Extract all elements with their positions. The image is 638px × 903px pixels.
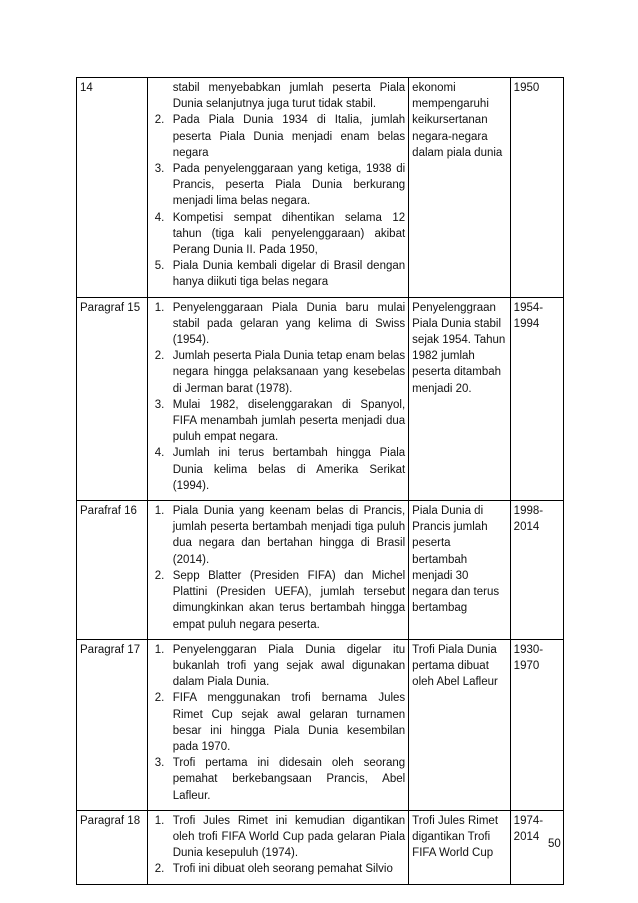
year-text: 1930-1970 — [513, 643, 544, 672]
summary-cell — [409, 639, 511, 810]
content-cell — [147, 639, 408, 810]
year-cell — [510, 501, 563, 640]
paragraph-label-cell — [77, 297, 148, 500]
summary-cell — [409, 501, 511, 640]
page-number: 50 — [548, 838, 561, 850]
summary-cell — [409, 810, 511, 884]
summary-text: Piala Dunia di Prancis jumlah peserta bertambah menjadi 30 negara dan terus bertambag — [412, 505, 500, 615]
paragraph-label: Paragraf 17 — [80, 643, 141, 656]
summary-text: Trofi Piala Dunia pertama dibuat oleh Abel Lafleur — [412, 643, 498, 689]
content-cell — [147, 297, 408, 500]
table-row — [77, 501, 564, 640]
summary-cell — [409, 78, 511, 298]
list-item: 3. Pada penyelenggaraan yang ketiga, 1938 di Prancis, peserta Piala Dunia berkurang menjadi lima belas negara. — [154, 163, 406, 208]
list-item: 4. Jumlah ini terus bertambah hingga Piala Dunia kelima belas di Amerika Serikat (1994). — [154, 447, 406, 492]
list-item: 2. FIFA menggunakan trofi bernama Jules Rimet Cup sejak awal gelaran turnamen besar ini hingga Piala Dunia kesembilan pada 1970. — [154, 692, 406, 753]
list-item: 2. Pada Piala Dunia 1934 di Italia, jumlah peserta Piala Dunia menjadi enam belas negara — [154, 114, 406, 159]
table-row — [77, 297, 564, 500]
year-text: 1974-2014 — [513, 814, 544, 843]
year-cell — [510, 297, 563, 500]
summary-table — [76, 77, 564, 885]
content-cell — [147, 501, 408, 640]
table-row — [77, 639, 564, 810]
paragraph-label-cell — [77, 78, 148, 298]
table-row — [77, 78, 564, 298]
paragraph-label-cell — [77, 501, 148, 640]
year-text: 1954-1994 — [513, 301, 544, 330]
list-item: 2. Trofi ini dibuat oleh seorang pemahat Silvio — [154, 863, 393, 876]
paragraph-label: Paragraf 18 — [80, 814, 141, 827]
list-item: 1. Penyelenggaran Piala Dunia digelar itu bukanlah trofi yang sejak awal digunakan dalam Piala Dunia. — [154, 643, 406, 689]
table-row — [77, 810, 564, 884]
list-item: 5. Piala Dunia kembali digelar di Brasil dengan hanya diikuti tiga belas negara — [154, 260, 406, 289]
list-item: 1. Penyelenggaraan Piala Dunia baru mulai stabil pada gelaran yang kelima di Swiss (1954). — [154, 301, 406, 347]
list-item: 2. Sepp Blatter (Presiden FIFA) dan Michel Plattini (Presiden UEFA), jumlah tersebut dimungkinkan akan terus bertambah hingga empat puluh negara peserta. — [154, 569, 406, 631]
list-item: 4. Kompetisi sempat dihentikan selama 12 tahun (tiga kali penyelenggaraan) akibat Perang Dunia II. Pada 1950, — [154, 211, 406, 257]
paragraph-label-cell — [77, 639, 148, 810]
year-cell — [510, 639, 563, 810]
summary-text: ekonomi mempengaruhi keikursertanan negara-negara dalam piala dunia — [412, 82, 503, 159]
paragraph-label: Parafraf 16 — [80, 505, 137, 518]
year-text: 1998-2014 — [513, 505, 544, 534]
year-text: 1950 — [513, 82, 540, 94]
paragraph-label: 14 — [80, 82, 93, 94]
summary-text: Penyelenggraan Piala Dunia stabil sejak 1954. Tahun 1982 jumlah peserta ditambah menjadi 20. — [412, 301, 506, 395]
list-item: 1. Piala Dunia yang keenam belas di Prancis, jumlah peserta bertambah menjadi tiga puluh dua negara dan bertahan hingga di Brasil (2014). — [154, 505, 406, 566]
year-cell — [510, 78, 563, 298]
list-item: 3. Mulai 1982, diselenggarakan di Spanyol, FIFA menambah jumlah peserta menjadi dua puluh empat negara. — [154, 398, 406, 444]
content-cell — [147, 810, 408, 884]
summary-text: Trofi Jules Rimet digantikan Trofi FIFA World Cup — [412, 814, 499, 860]
content-cell — [147, 78, 408, 298]
list-item: 2. Jumlah peserta Piala Dunia tetap enam belas negara hingga pelaksanaan yang kesebelas di Jerman barat (1978). — [154, 350, 406, 395]
list-item: 3. Trofi pertama ini didesain oleh seorang pemahat berkebangsaan Prancis, Abel Lafleur. — [154, 757, 406, 802]
list-item: stabil menyebabkan jumlah peserta Piala Dunia selanjutnya juga turut tidak stabil. — [172, 82, 406, 111]
paragraph-label: Paragraf 15 — [80, 301, 141, 314]
summary-cell — [409, 297, 511, 500]
list-item: 1. Trofi Jules Rimet ini kemudian digantikan oleh trofi FIFA World Cup pada gelaran Piala Dunia kesepuluh (1974). — [154, 814, 406, 860]
paragraph-label-cell — [77, 810, 148, 884]
